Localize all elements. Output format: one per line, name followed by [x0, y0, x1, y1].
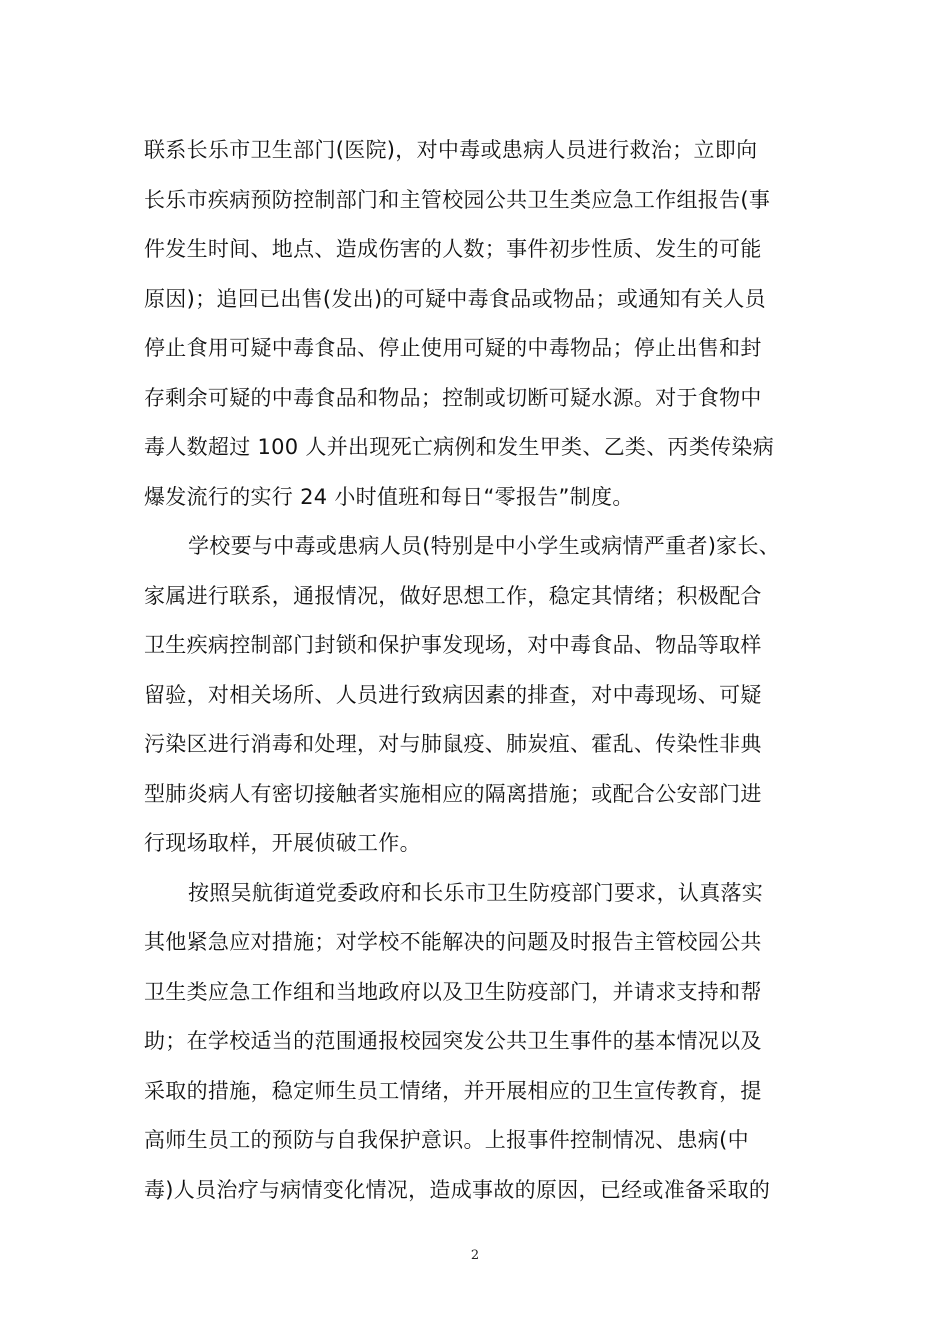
document-body — [144, 126, 824, 1215]
text-line: 助；在学校适当的范围通报校园突发公共卫生事件的基本情况以及 — [144, 1029, 762, 1053]
text-line: 卫生类应急工作组和当地政府以及卫生防疫部门，并请求支持和帮 — [144, 979, 762, 1004]
text-line: 采取的措施，稳定师生员工情绪，并开展相应的卫生宣传教育，提 — [144, 1078, 762, 1103]
text-line: 长乐市疾病预防控制部门和主管校园公共卫生类应急工作组报告(事 — [144, 187, 771, 212]
page-number: 2 — [470, 1248, 480, 1263]
paragraph-1 — [144, 126, 824, 522]
text-line: 存剩余可疑的中毒食品和物品；控制或切断可疑水源。对于食物中 — [144, 385, 762, 410]
text-line: 留验，对相关场所、人员进行致病因素的排查，对中毒现场、可疑 — [144, 682, 762, 707]
text-line: 按照吴航街道党委政府和长乐市卫生防疫部门要求，认真落实 — [188, 880, 764, 905]
text-line: 毒)人员治疗与病情变化情况，造成事故的原因，已经或准备采取的 — [144, 1177, 771, 1202]
text-line: 高师生员工的预防与自我保护意识。上报事件控制情况、患病(中 — [144, 1128, 749, 1152]
text-line: 停止食用可疑中毒食品、停止使用可疑的中毒物品；停止出售和封 — [144, 336, 762, 360]
text-line: 爆发流行的实行 24 小时值班和每日“零报告”制度。 — [144, 484, 634, 509]
paragraph-2 — [144, 522, 824, 869]
text-line: 毒人数超过 100 人并出现死亡病例和发生甲类、乙类、丙类传染病 — [144, 435, 775, 459]
text-line: 学校要与中毒或患病人员(特别是中小学生或病情严重者)家长、 — [188, 534, 781, 558]
text-line: 家属进行联系，通报情况，做好思想工作，稳定其情绪；积极配合 — [144, 583, 762, 608]
paragraph-3 — [144, 869, 824, 1216]
text-line: 件发生时间、地点、造成伤害的人数；事件初步性质、发生的可能 — [144, 237, 762, 261]
text-line: 型肺炎病人有密切接触者实施相应的隔离措施；或配合公安部门进 — [144, 781, 762, 806]
text-line: 其他紧急应对措施；对学校不能解决的问题及时报告主管校园公共 — [144, 930, 762, 954]
text-line: 卫生疾病控制部门封锁和保护事发现场，对中毒食品、物品等取样 — [144, 633, 762, 657]
text-line: 行现场取样，开展侦破工作。 — [144, 831, 421, 855]
text-line: 原因)；追回已出售(发出)的可疑中毒食品或物品；或通知有关人员 — [144, 286, 766, 311]
text-line: 联系长乐市卫生部门(医院)，对中毒或患病人员进行救治；立即向 — [144, 138, 758, 162]
text-line: 污染区进行消毒和处理，对与肺鼠疫、肺炭疽、霍乱、传染性非典 — [144, 732, 762, 756]
